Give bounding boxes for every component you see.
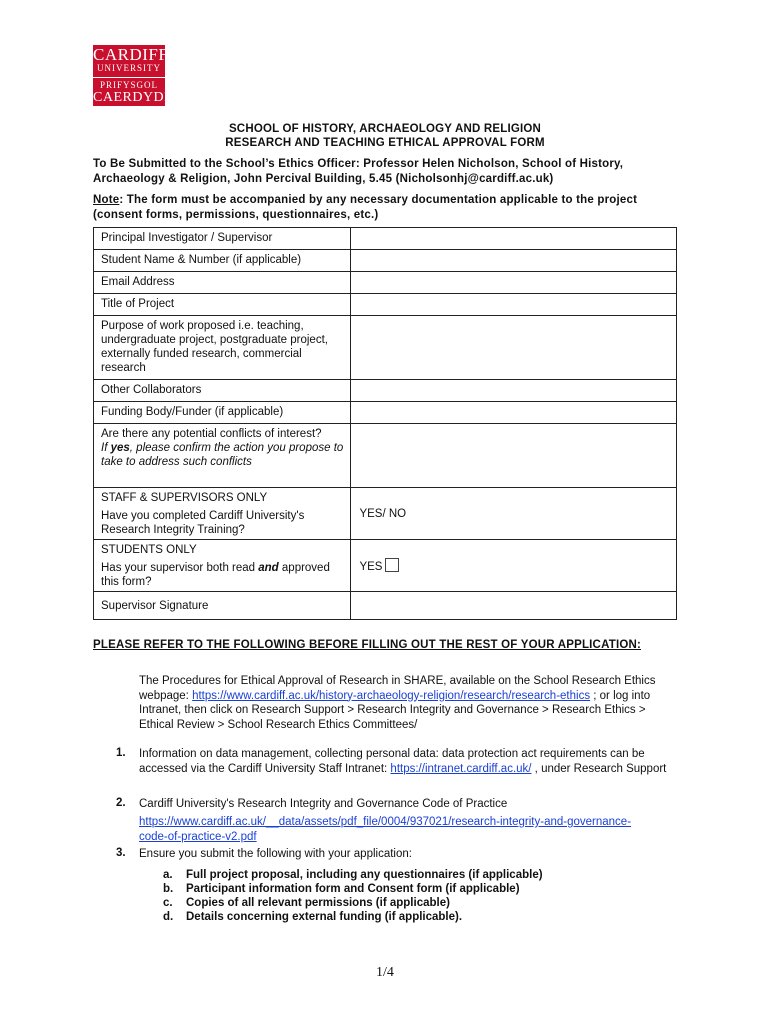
supervisor-signature-label: Supervisor Signature <box>94 592 351 620</box>
staff-only-heading: STAFF & SUPERVISORS ONLY <box>101 492 268 504</box>
staff-training-question: Have you completed Cardiff University's Research Integrity Training? <box>101 510 305 536</box>
item-1-text-1: Information on data management, collecting personal data: data protection act requirements can be accessed via the Cardiff University Staff Intranet: <box>139 748 645 775</box>
conflicts-label <box>94 424 351 488</box>
conflicts-yes: yes <box>110 442 130 454</box>
subitem-a-mark: a. <box>163 869 173 881</box>
student-name-field[interactable] <box>351 250 677 272</box>
table-row <box>94 540 677 592</box>
item-1-number: 1. <box>116 747 126 759</box>
logo-line-4: CAERDYDD <box>93 90 175 105</box>
funding-label: Funding Body/Funder (if applicable) <box>94 402 351 424</box>
principal-investigator-label: Principal Investigator / Supervisor <box>94 228 351 250</box>
subitem-c <box>163 896 450 910</box>
staff-training-label <box>94 488 351 540</box>
subitem-d-mark: d. <box>163 911 174 923</box>
item-2-number: 2. <box>116 797 126 809</box>
staff-training-answer[interactable]: YES/ NO <box>351 488 677 540</box>
submission-instructions: To Be Submitted to the School’s Ethics Officer: Professor Helen Nicholson, School of History, Archaeology & Religion, John Percival Building, 5.45 (Nicholsonhj@cardiff.ac.uk) <box>93 158 624 185</box>
form-title: RESEARCH AND TEACHING ETHICAL APPROVAL FORM <box>225 137 545 149</box>
logo-line-1: CARDIFF <box>93 45 169 64</box>
note-text: : The form must be accompanied by any necessary documentation applicable to the project (consent forms, permissions, questionnaires, etc.) <box>93 194 638 221</box>
procedures-text-1: The Procedures for Ethical Approval of Research in SHARE, available on the School Research Ethics webpage: <box>139 675 656 702</box>
yes-checkbox[interactable] <box>385 558 399 572</box>
table-row <box>94 316 677 380</box>
students-and: and <box>258 562 279 574</box>
item-3-text: Ensure you submit the following with your application: <box>139 848 412 860</box>
conflicts-field[interactable] <box>351 424 677 488</box>
table-row <box>94 250 677 272</box>
procedures-text-2: ; or log into Intranet, then click on Research Support > Research Integrity and Governance > Research Ethics > Ethical Review > School Research Ethics Committees/ <box>139 689 651 731</box>
collaborators-label: Other Collaborators <box>94 380 351 402</box>
table-row <box>94 424 677 488</box>
students-only-heading: STUDENTS ONLY <box>101 544 197 556</box>
project-title-field[interactable] <box>351 294 677 316</box>
item-1-text <box>139 747 679 776</box>
collaborators-field[interactable] <box>351 380 677 402</box>
student-approval-question <box>101 561 344 589</box>
logo-line-2: UNIVERSITY <box>97 63 161 73</box>
project-title-label: Title of Project <box>94 294 351 316</box>
funding-field[interactable] <box>351 402 677 424</box>
item-3-number: 3. <box>116 847 126 859</box>
cardiff-university-logo <box>93 45 175 106</box>
subitem-c-mark: c. <box>163 897 173 909</box>
table-row <box>94 380 677 402</box>
supervisor-signature-field[interactable] <box>351 592 677 620</box>
note-paragraph <box>93 193 683 223</box>
email-label: Email Address <box>94 272 351 294</box>
table-row <box>94 294 677 316</box>
email-field[interactable] <box>351 272 677 294</box>
table-row <box>94 402 677 424</box>
page-number: 1/4 <box>376 965 394 980</box>
table-row <box>94 228 677 250</box>
purpose-field[interactable] <box>351 316 677 380</box>
conflicts-question: Are there any potential conflicts of interest? <box>101 428 322 440</box>
logo-line-3: PRIFYSGOL <box>99 80 158 90</box>
note-label: Note <box>93 194 120 206</box>
application-form-table <box>93 227 677 620</box>
principal-investigator-field[interactable] <box>351 228 677 250</box>
subitem-c-text: Copies of all relevant permissions (if applicable) <box>186 897 450 909</box>
subitem-a-text: Full project proposal, including any questionnaires (if applicable) <box>186 869 543 881</box>
code-of-practice-link[interactable]: https://www.cardiff.ac.uk/__data/assets/pdf_file/0004/937021/research-integrity-and-governance-code-of-practice-v2.pdf <box>139 816 632 843</box>
subitem-b <box>163 882 520 896</box>
yes-label: YES <box>359 561 383 573</box>
students-q2: approved this form? <box>101 562 330 588</box>
research-ethics-link[interactable]: https://www.cardiff.ac.uk/history-archaeology-religion/research/research-ethics <box>192 689 591 702</box>
student-approval-label <box>94 540 351 592</box>
intranet-link[interactable]: https://intranet.cardiff.ac.uk/ <box>390 762 532 775</box>
school-heading: SCHOOL OF HISTORY, ARCHAEOLOGY AND RELIGION <box>228 123 542 135</box>
subitem-d-text: Details concerning external funding (if applicable). <box>186 911 463 923</box>
item-2-text: Cardiff University's Research Integrity and Governance Code of Practice <box>139 798 508 810</box>
student-approval-answer <box>351 540 677 592</box>
procedures-paragraph <box>139 674 679 732</box>
table-row <box>94 272 677 294</box>
student-name-label: Student Name & Number (if applicable) <box>94 250 351 272</box>
item-2-link-wrap <box>139 815 639 844</box>
table-row <box>94 592 677 620</box>
purpose-label: Purpose of work proposed i.e. teaching, undergraduate project, postgraduate project, externally funded research, commercial research <box>94 316 351 380</box>
conflicts-if: If <box>101 442 111 454</box>
conflicts-instruction <box>101 441 344 469</box>
subitem-b-mark: b. <box>163 883 174 895</box>
item-1-text-2: , under Research Support <box>531 762 667 775</box>
refer-heading: PLEASE REFER TO THE FOLLOWING BEFORE FILLING OUT THE REST OF YOUR APPLICATION: <box>93 639 642 651</box>
subitem-d <box>163 910 462 924</box>
conflicts-rest: , please confirm the action you propose to take to address such conflicts <box>101 442 344 468</box>
subitem-b-text: Participant information form and Consent form (if applicable) <box>186 883 520 895</box>
table-row <box>94 488 677 540</box>
subitem-a <box>163 868 543 882</box>
students-q1: Has your supervisor both read <box>101 562 259 574</box>
